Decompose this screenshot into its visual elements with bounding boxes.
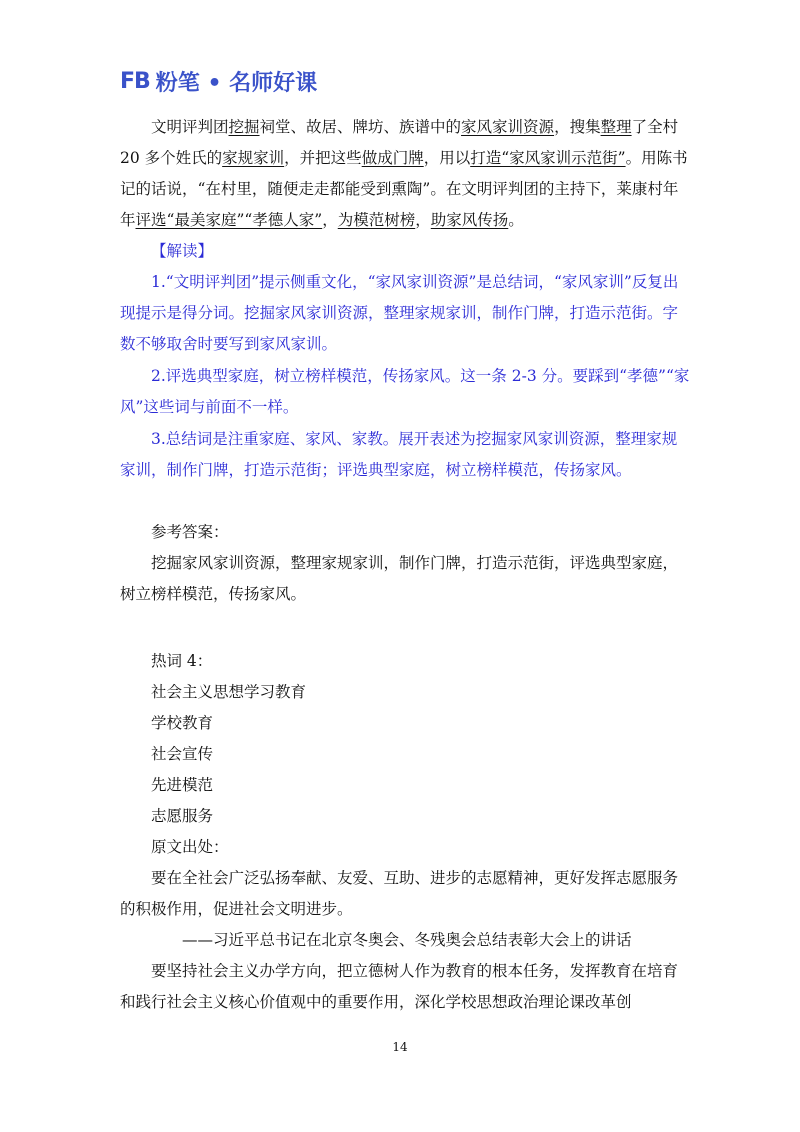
hotword-label: 热词 4： [151,652,213,670]
text-run: 。 [508,211,524,229]
text-run: 。用陈书记的话说，“在村里，随便走走都能受到熏陶”。在文明评判团的主持下，莱康村年年 [120,149,688,229]
page-number: 14 [392,1040,408,1054]
underlined-phrase: 打造“家风家训示范街” [470,149,626,167]
text-run: ，用以 [423,149,471,167]
source-paragraph [120,112,690,236]
underlined-phrase: 家规家训 [222,149,285,167]
text-run: 文明评判团 [151,118,229,136]
brand-logo [120,66,317,96]
underlined-phrase: 做成门牌 [361,149,424,167]
analysis-item: 2.评选典型家庭，树立榜样模范，传扬家风。这一条 2-3 分。要踩到“孝德”“家风”这些词与前面不一样。 [120,367,690,416]
logo-mark: FB [120,68,150,94]
underlined-phrase: 为模范树榜 [337,211,416,229]
quote-attribution: ——习近平总书记在北京冬奥会、冬残奥会总结表彰大会上的讲话 [182,931,632,949]
text-run: 祠堂、故居、牌坊、族谱中的 [259,118,462,136]
answer-label: 参考答案： [151,523,229,541]
quote-paragraph: 要坚持社会主义办学方向，把立德树人作为教育的根本任务，发挥教育在培育和践行社会主义核心价值观中的重要作用，深化学校思想政治理论课改革创 [120,962,679,1011]
underlined-phrase: 家风家训资源 [461,118,555,136]
text-run: ，搜集 [554,118,601,136]
answer-text: 挖掘家风家训资源，整理家规家训，制作门牌，打造示范街，评选典型家庭，树立榜样模范，传扬家风。 [120,554,679,603]
hotword-term: 学校教育 [151,714,214,732]
analysis-item: 1.“文明评判团”提示侧重文化，“家风家训资源”是总结词，“家风家训”反复出现提示是得分词。挖掘家风家训资源，整理家规家训，制作门牌，打造示范街。字数不够取舍时要写到家风家训。 [120,273,679,353]
hotword-term: 志愿服务 [151,807,214,825]
text-run: 了全村 20 多个姓氏的 [120,118,679,167]
underlined-phrase: 助家风传扬 [430,211,509,229]
text-run: ，并把这些 [284,149,362,167]
underlined-phrase: 评选“最美家庭”“孝德人家” [135,211,323,229]
underlined-phrase: 整理 [600,118,632,136]
analysis-item: 3.总结词是注重家庭、家风、家教。展开表述为挖掘家风家训资源，整理家规家训，制作门牌，打造示范街；评选典型家庭，树立榜样模范，传扬家风。 [120,430,678,479]
analysis-heading: 【解读】 [151,242,214,260]
source-label: 原文出处： [151,838,229,856]
text-run: ， [415,211,431,229]
quote-paragraph: 要在全社会广泛弘扬奉献、友爱、互助、进步的志愿精神，更好发挥志愿服务的积极作用，促进社会文明进步。 [120,869,679,918]
underlined-phrase: 挖掘 [228,118,260,136]
hotword-term: 社会主义思想学习教育 [151,683,307,701]
text-run: ， [322,211,338,229]
hotword-term: 先进模范 [151,776,214,794]
hotword-term: 社会宣传 [151,745,214,763]
logo-text: 粉笔 • 名师好课 [155,70,318,96]
